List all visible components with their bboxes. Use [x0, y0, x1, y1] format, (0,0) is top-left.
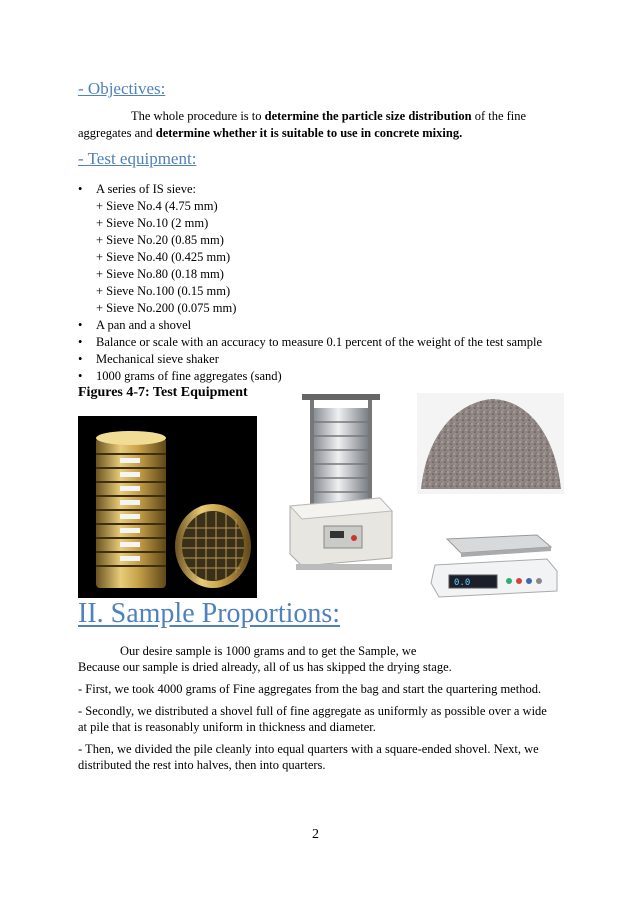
bullet-icon: •: [78, 369, 83, 383]
section-heading: II. Sample Proportions:: [78, 598, 341, 629]
sieve-shaker-photo: [272, 386, 406, 573]
sample-text-line-2: Because our sample is dried already, all of us has skipped the drying stage.: [78, 660, 452, 674]
sieve-line: + Sieve No.4 (4.75 mm): [96, 199, 218, 213]
objectives-heading: - Objectives:: [78, 79, 166, 98]
equipment-list: [78, 181, 578, 385]
figures-title: Figures 4-7: Test Equipment: [78, 385, 248, 400]
bullet-icon: •: [78, 182, 83, 196]
objectives-text: aggregates and: [78, 126, 156, 140]
page-number: 2: [312, 827, 319, 842]
step-second-line-1: - Secondly, we distributed a shovel full of fine aggregate as uniformly as possible over a wide: [78, 704, 547, 718]
sample-text-line-1: Our desire sample is 1000 grams and to get the Sample, we: [120, 644, 417, 658]
objectives-bold: determine whether it is suitable to use in concrete mixing.: [155, 126, 463, 140]
sieve-line: + Sieve No.40 (0.425 mm): [96, 250, 231, 264]
step-first: - First, we took 4000 grams of Fine aggregates from the bag and start the quartering method.: [78, 682, 542, 696]
equipment-heading: - Test equipment:: [78, 149, 197, 168]
sieve-line: + Sieve No.100 (0.15 mm): [96, 284, 231, 298]
objectives-line-1: [131, 108, 526, 125]
objectives-text: The whole procedure is to: [131, 109, 265, 123]
list-item: [78, 351, 578, 368]
step-third-line-2: distributed the rest into halves, then into quarters.: [78, 758, 326, 772]
list-item: [78, 334, 578, 351]
balance-scale-photo: [427, 521, 560, 604]
list-item-label: A series of IS sieve:: [96, 182, 196, 196]
list-item: [78, 181, 578, 317]
bullet-icon: •: [78, 318, 83, 332]
bullet-icon: •: [78, 335, 83, 349]
bullet-icon: •: [78, 352, 83, 366]
objectives-text: of the fine: [471, 109, 527, 123]
sieve-stack-photo: [78, 416, 257, 598]
svg-text:0.0: 0.0: [454, 578, 471, 588]
sieve-line: + Sieve No.80 (0.18 mm): [96, 267, 224, 281]
sand-photo: [417, 393, 564, 494]
list-item: [78, 317, 578, 334]
list-item-label: 1000 grams of fine aggregates (sand): [96, 369, 282, 383]
list-item-label: Mechanical sieve shaker: [96, 352, 219, 366]
list-item-label: Balance or scale with an accuracy to measure 0.1 percent of the weight of the test sample: [96, 335, 542, 349]
list-item: [78, 368, 578, 385]
list-item-label: A pan and a shovel: [96, 318, 192, 332]
sieve-line: + Sieve No.200 (0.075 mm): [96, 301, 237, 315]
objectives-bold: determine the particle size distribution: [264, 109, 472, 123]
sieve-line: + Sieve No.20 (0.85 mm): [96, 233, 224, 247]
objectives-line-2: [78, 125, 462, 142]
sieve-line: + Sieve No.10 (2 mm): [96, 216, 209, 230]
step-second-line-2: at pile that is reasonably uniform in thickness and diameter.: [78, 720, 376, 734]
step-third-line-1: - Then, we divided the pile cleanly into equal quarters with a square-ended shovel. Next, we: [78, 742, 539, 756]
